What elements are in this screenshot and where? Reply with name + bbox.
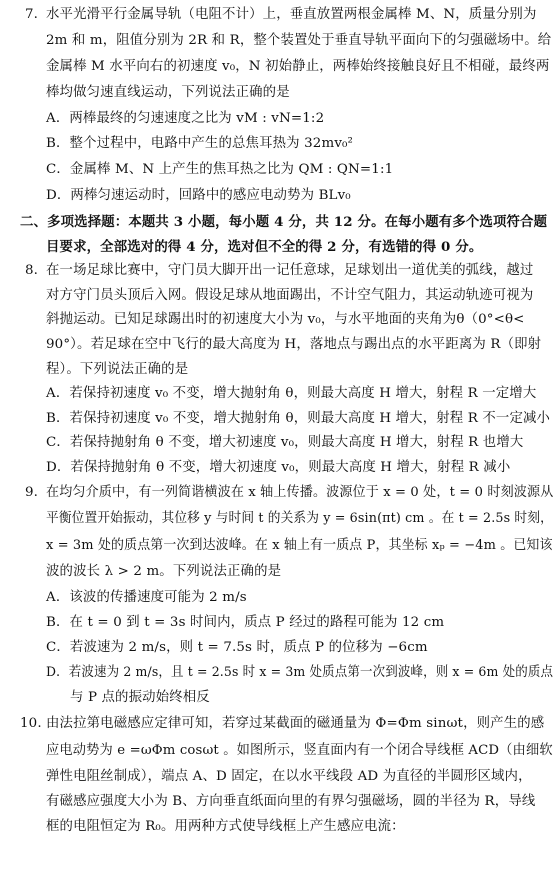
option-b[interactable]: B．若保持初速度 v₀ 不变，增大抛射角 θ，则最大高度 H 增大，射程 R 不一定减小 (46, 411, 551, 426)
question-text-line: 平衡位置开始振动，其位移 y 与时间 t 的关系为 y = 6sin(πt) cm 。在 t = 2.5s 时刻， (46, 511, 553, 526)
question-text-line: 对方守门员头顶后入网。假设足球从地面踢出，不计空气阻力，其运动轨迹可视为 (46, 288, 534, 303)
question-number: 8. (25, 263, 39, 278)
section-heading-line: 目要求，全部选对的得 4 分，选对但不全的得 2 分，有选错的得 0 分。 (46, 239, 483, 255)
option-c[interactable]: C．若保持抛射角 θ 不变，增大初速度 v₀，则最大高度 H 增大，射程 R 也增大 (46, 435, 524, 450)
question-text-line: 90°）。若足球在空中飞行的最大高度为 H，落地点与踢出点的水平距离为 R（即射 (46, 337, 542, 352)
question-number: 10. (20, 716, 42, 731)
question-text-line: 程）。下列说法正确的是 (46, 362, 189, 377)
option-b[interactable]: B．在 t = 0 到 t = 3s 时间内，质点 P 经过的路程可能为 12 cm (46, 615, 445, 630)
section-heading-line: 二、多项选择题：本题共 3 小题，每小题 4 分，共 12 分。在每小题有多个选项符合题 (20, 214, 548, 230)
question-text-line: 应电动势为 e =ωΦm cosωt 。如图所示，竖直面内有一个闭合导线框 ACD（由细软 (46, 743, 553, 758)
option-c[interactable]: C．若波速为 2 m/s，则 t = 7.5s 时，质点 P 的位移为 −6cm (46, 640, 428, 655)
option-d-continued: 与 P 点的振动始终相反 (70, 690, 210, 705)
question-text-line: 波的波长 λ > 2 m。下列说法正确的是 (46, 564, 282, 579)
question-text-line: 框的电阻恒定为 R₀。用两种方式使导线框上产生感应电流： (46, 819, 405, 834)
question-text-line: 棒均做匀速直线运动，下列说法正确的是 (46, 85, 290, 100)
question-text-line: 金属棒 M 水平向右的初速度 v₀，N 初始静止，两棒始终接触良好且不相碰，最终两 (46, 59, 550, 74)
option-c[interactable]: C．金属棒 M、N 上产生的焦耳热之比为 QM : QN=1:1 (46, 162, 394, 177)
question-text-line: 弹性电阻丝制成），端点 A、D 固定，在以水平线段 AD 为直径的半圆形区域内， (46, 769, 532, 784)
question-text-line: x = 3m 处的质点第一次到达波峰。在 x 轴上有一质点 P，其坐标 xₚ = −4m 。已知该 (46, 538, 553, 553)
option-d[interactable]: D．若保持抛射角 θ 不变，增大初速度 v₀，则最大高度 H 增大，射程 R 减小 (46, 460, 511, 475)
question-text-line: 斜抛运动。已知足球踢出时的初速度大小为 v₀，与水平地面的夹角为θ（0°<θ< (46, 312, 525, 327)
option-a[interactable]: A．该波的传播速度可能为 2 m/s (46, 590, 247, 605)
option-a[interactable]: A．两棒最终的匀速速度之比为 vM : vN=1:2 (46, 111, 325, 126)
option-d[interactable]: D．若波速为 2 m/s，且 t = 2.5s 时 x = 3m 处质点第一次到波峰，则 x = 6m 处的质点 (46, 665, 554, 680)
question-number: 9. (25, 485, 39, 500)
option-d[interactable]: D．两棒匀速运动时，回路中的感应电动势为 BLv₀ (46, 188, 351, 203)
question-text-line: 在一场足球比赛中，守门员大脚开出一记任意球，足球划出一道优美的弧线，越过 (46, 263, 534, 278)
question-text-line: 水平光滑平行金属导轨（电阻不计）上，垂直放置两根金属棒 M、N，质量分别为 (46, 7, 537, 22)
question-number: 7. (25, 7, 39, 22)
option-a[interactable]: A．若保持初速度 v₀ 不变，增大抛射角 θ，则最大高度 H 增大，射程 R 一定增大 (46, 386, 537, 401)
question-text-line: 由法拉第电磁感应定律可知，若穿过某截面的磁通量为 Φ=Φm sinωt，则产生的感 (46, 716, 545, 731)
question-text-line: 在均匀介质中，有一列简谐横波在 x 轴上传播。波源位于 x = 0 处，t = 0 时刻波源从 (46, 485, 554, 500)
question-text-line: 有磁感应强度大小为 B、方向垂直纸面向里的有界匀强磁场，圆的半径为 R，导线 (46, 794, 536, 809)
question-text-line: 2m 和 m，阻值分别为 2R 和 R，整个装置处于垂直导轨平面向下的匀强磁场中。给 (46, 33, 552, 48)
option-b[interactable]: B．整个过程中，电路中产生的总焦耳热为 32mv₀² (46, 136, 354, 151)
